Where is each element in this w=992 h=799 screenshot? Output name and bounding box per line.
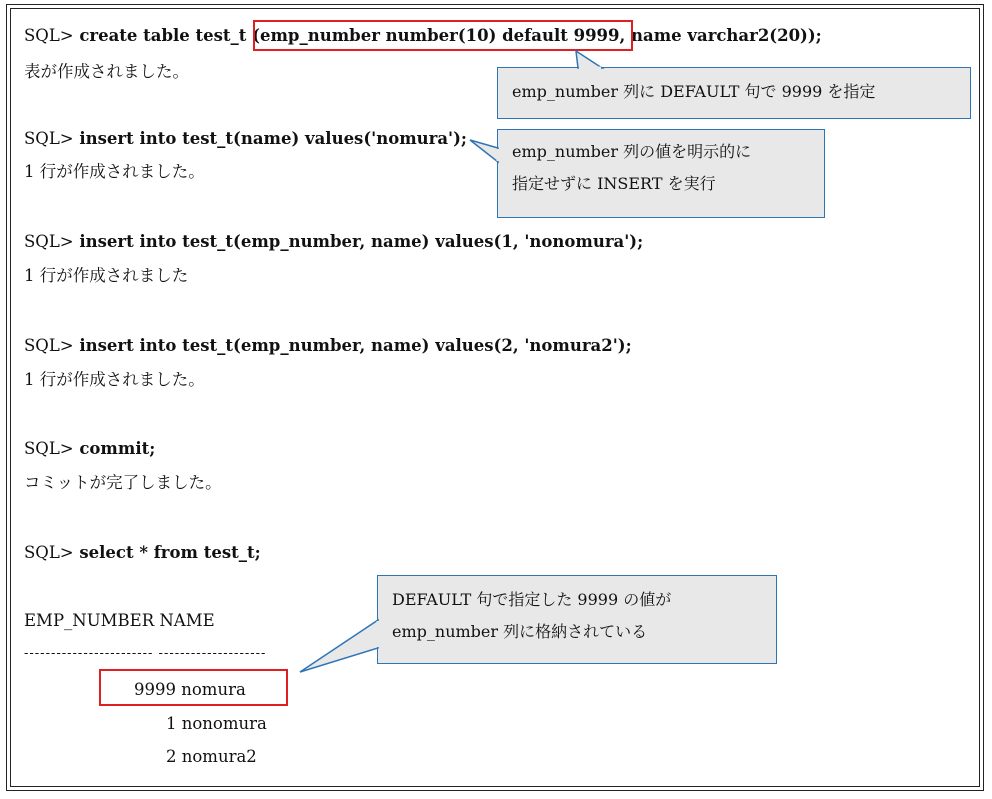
sql-output: 1 行が作成されました xyxy=(24,266,189,285)
callout-text: DEFAULT 句で指定した 9999 の値が xyxy=(392,590,672,609)
sql-output: 1 行が作成されました。 xyxy=(24,162,205,181)
callout-text: 指定せずに INSERT を実行 xyxy=(512,174,716,193)
default-value-highlight xyxy=(99,669,288,706)
sql-line-select xyxy=(24,543,261,563)
callout-text: emp_number 列に DEFAULT 句で 9999 を指定 xyxy=(512,82,876,101)
sql-prompt: SQL> xyxy=(24,129,74,148)
result-row xyxy=(166,747,257,767)
callout-default-clause xyxy=(497,67,971,119)
sql-prompt: SQL> xyxy=(24,439,74,458)
sql-command: select * from test_t; xyxy=(73,543,261,562)
sql-output: 表が作成されました。 xyxy=(24,62,189,81)
callout-text: emp_number 列に格納されている xyxy=(392,622,648,641)
sql-line-insert-name xyxy=(24,129,467,149)
sql-output: コミットが完了しました。 xyxy=(24,473,222,492)
result-separator: ------------------------ -------------------- xyxy=(24,646,267,661)
sql-line-commit xyxy=(24,439,155,459)
sql-prompt: SQL> xyxy=(24,543,74,562)
sql-line-insert-2 xyxy=(24,336,632,356)
sql-command: insert into test_t(name) values('nomura'); xyxy=(73,129,467,148)
callout-text: emp_number 列の値を明示的に xyxy=(512,142,752,161)
cell-name: nonomura xyxy=(181,714,267,733)
callout-stored-value xyxy=(377,575,777,664)
cell-emp-number: 9999 xyxy=(134,680,176,699)
sql-command: insert into test_t(emp_number, name) values(1, 'nonomura'); xyxy=(73,232,644,251)
cell-name: nomura2 xyxy=(181,747,257,766)
result-column-header: EMP_NUMBER NAME xyxy=(24,611,215,630)
sql-command-highlighted: (emp_number number(10) default 9999, xyxy=(252,26,626,45)
sql-command: create table test_t xyxy=(73,26,253,45)
sql-command: insert into test_t(emp_number, name) values(2, 'nomura2'); xyxy=(73,336,632,355)
cell-name: nomura xyxy=(181,680,246,699)
sql-command: name varchar2(20)); xyxy=(625,26,822,45)
sql-prompt: SQL> xyxy=(24,26,74,45)
sql-line-insert-1 xyxy=(24,232,643,252)
sql-prompt: SQL> xyxy=(24,336,74,355)
cell-emp-number: 2 xyxy=(166,747,177,766)
result-row xyxy=(166,714,267,734)
sql-command: commit; xyxy=(73,439,156,458)
sql-prompt: SQL> xyxy=(24,232,74,251)
sql-output: 1 行が作成されました。 xyxy=(24,370,205,389)
default-clause-highlight xyxy=(253,20,633,51)
cell-emp-number: 1 xyxy=(166,714,177,733)
callout-insert-no-value xyxy=(497,129,825,218)
